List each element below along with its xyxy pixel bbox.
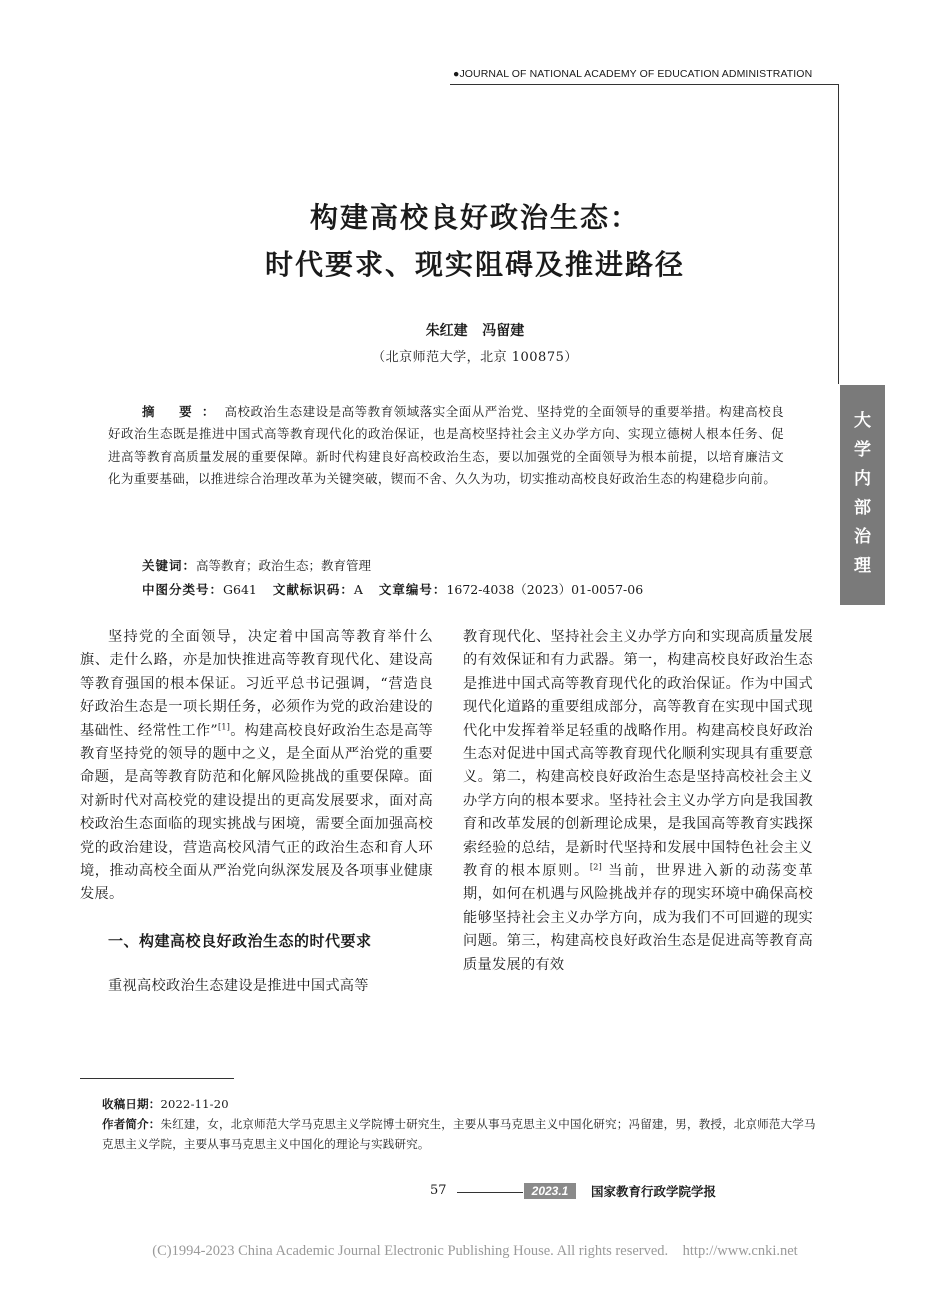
article-authors: 朱红建 冯留建 xyxy=(425,323,525,339)
received-date xyxy=(102,1094,817,1114)
section-heading: 一、构建高校良好政治生态的时代要求 xyxy=(108,931,372,950)
side-tab-char: 治 xyxy=(854,527,871,547)
doc-code-value: A xyxy=(353,582,363,597)
body-paragraph: 重视高校政治生态建设是推进中国式高等 xyxy=(108,978,369,995)
header-rule xyxy=(450,84,838,85)
paragraph-text: 当前，世界进入新的动荡变革期，如何在机遇与风险挑战并存的现实环境中确保高校能够坚持社会主义办学方向，成为我们不可回避的现实问题。第三，构建高校良好政治生态是促进高等教育高质量发展的有效 xyxy=(463,863,813,973)
body-paragraph xyxy=(463,626,813,977)
paragraph-text: 。构建高校良好政治生态是高等教育坚持党的领导的题中之义，是全面从严治党的重要命题，是高等教育防范和化解风险挑战的重要保障。面对新时代对高校党的建设提出的更高发展要求，面对高校政治生态面临的现实挑战与困境，需要全面加强高校党的政治建设，营造高校风清气正的政治生态和育人环境，推动高校全面从严治党向纵深发展及各项事业健康发展。 xyxy=(80,722,434,903)
clc-value: G641 xyxy=(223,582,257,597)
clc-label: 中图分类号： xyxy=(142,582,224,597)
page-number: 57 xyxy=(430,1183,447,1198)
footer-journal-name: 国家教育行政学院学报 xyxy=(591,1184,717,1199)
article-number-label: 文章编号： xyxy=(378,582,447,597)
classification-line xyxy=(142,580,643,598)
article-title-line-1: 构建高校良好政治生态： xyxy=(309,201,640,234)
side-tab-char: 学 xyxy=(854,440,871,460)
journal-header: ●JOURNAL OF NATIONAL ACADEMY OF EDUCATION ADMINISTRATION xyxy=(453,68,813,80)
abstract xyxy=(108,401,784,490)
paragraph-text: 教育现代化、坚持社会主义办学方向和实现高质量发展的有效保证和有力武器。第一，构建高校良好政治生态是推进中国式高等教育现代化的政治保证。作为中国式现代化道路的重要组成部分，高等教育在实现中国式现代化中发挥着举足轻重的战略作用。构建高校良好政治生态对促进中国式高等教育现代化顺利实现具有重要意义。第二，构建高校良好政治生态是坚持高校社会主义办学方向的根本要求。坚持社会主义办学方向是我国教育和改革发展的创新理论成果，是我国高等教育实践探索经验的总结，是新时代坚持和发展中国特色社会主义教育的根本原则。 xyxy=(463,629,813,880)
footnotes xyxy=(102,1094,817,1154)
received-label: 收稿日期： xyxy=(102,1097,161,1111)
received-value: 2022-11-20 xyxy=(160,1097,229,1111)
side-tab-char: 大 xyxy=(854,411,871,431)
body-column-left xyxy=(80,626,433,999)
abstract-text: 高校政治生态建设是高等教育领域落实全面从严治党、坚持党的全面领导的重要举措。构建高校良好政治生态既是推进中国式高等教育现代化的政治保证，也是高校坚持社会主义办学方向、实现立德树人根本任务、促进高等教育高质量发展的重要保障。新时代构建良好高校政治生态，要以加强党的全面领导为根本前提，以培育廉洁文化为重要基础，以推进综合治理改革为关键突破，锲而不舍、久久为功，切实推动高校良好政治生态的构建稳步向前。 xyxy=(108,404,784,486)
author-bio-text: 朱红建，女，北京师范大学马克思主义学院博士研究生，主要从事马克思主义中国化研究；冯留建，男，教授，北京师范大学马克思主义学院，主要从事马克思主义中国化的理论与实践研究。 xyxy=(102,1117,816,1151)
body-paragraph xyxy=(80,626,433,907)
doc-code-label: 文献标识码： xyxy=(272,582,354,597)
keywords-text: 高等教育；政治生态；教育管理 xyxy=(196,558,372,573)
paragraph-text: 坚持党的全面领导，决定着中国高等教育举什么旗、走什么路，亦是加快推进高等教育现代化、建设高等教育强国的根本保证。习近平总书记强调，“营造良好政治生态是一项长期任务，必须作为党的政治建设的基础性、经常性工作” xyxy=(80,629,433,739)
issue-badge: 2023.1 xyxy=(524,1183,576,1199)
side-tab-char: 理 xyxy=(854,556,871,576)
side-tab-char: 部 xyxy=(854,498,871,518)
copyright-notice: (C)1994-2023 China Academic Journal Electronic Publishing House. All rights reserved. http://www.cnki.net xyxy=(152,1243,798,1259)
side-tab-char: 内 xyxy=(854,469,871,489)
section-side-tab xyxy=(840,385,885,605)
author-bio-label: 作者简介： xyxy=(102,1117,161,1131)
author-bio xyxy=(102,1114,817,1154)
citation-ref: [2] xyxy=(589,862,603,872)
article-affiliation: （北京师范大学，北京 100875） xyxy=(372,350,578,365)
citation-ref: [1] xyxy=(217,721,231,731)
article-title-line-2: 时代要求、现实阻碍及推进路径 xyxy=(264,248,685,281)
keywords-label: 关键词： xyxy=(142,558,197,573)
article-number-value: 1672-4038（2023）01-0057-06 xyxy=(446,582,644,597)
footer-rule xyxy=(457,1192,523,1193)
abstract-label: 摘 要： xyxy=(142,404,225,419)
body-column-right xyxy=(463,626,813,977)
footnote-rule xyxy=(80,1078,234,1079)
keywords xyxy=(142,556,371,574)
